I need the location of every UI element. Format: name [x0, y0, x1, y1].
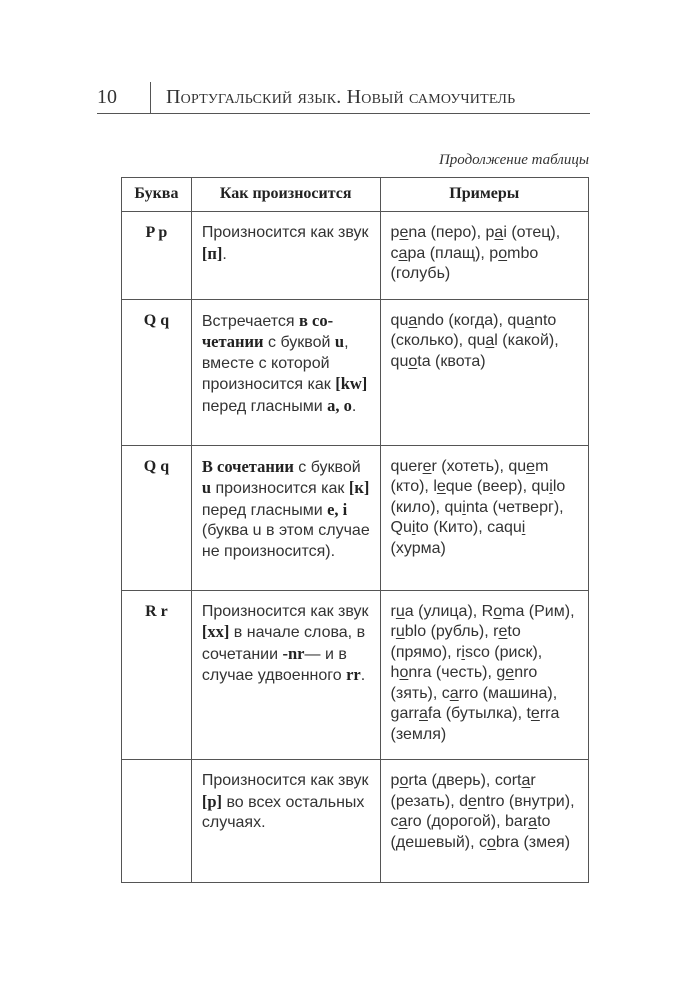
text-run: r (хотеть), qu: [431, 457, 527, 475]
text-run: nro (зять), c: [390, 664, 538, 702]
text-run: quer: [390, 457, 423, 475]
text-run: с буквой: [293, 458, 361, 476]
stressed-vowel: o: [408, 352, 418, 370]
bold-term: a, o: [327, 395, 352, 415]
column-header-pronunciation: Как произносится: [191, 178, 380, 212]
text-run: Произносится как звук: [201, 224, 369, 241]
stressed-vowel: i: [549, 478, 553, 495]
stressed-vowel: a: [449, 684, 459, 702]
stressed-vowel: a: [521, 772, 531, 789]
stressed-vowel: a: [398, 813, 408, 830]
text-run: rra (земля): [390, 705, 560, 743]
stressed-vowel: i: [521, 519, 526, 536]
letter-cell: P p: [122, 212, 192, 300]
text-run: l (какой), qu: [390, 332, 559, 370]
header-separator: [150, 82, 151, 113]
stressed-vowel: e: [526, 457, 536, 475]
stressed-vowel: a: [419, 705, 428, 722]
table-header-row: [122, 178, 589, 212]
text-run: ta (квота): [417, 352, 486, 370]
text-run: .: [222, 245, 227, 263]
bold-term: rr: [346, 665, 361, 684]
stressed-vowel: o: [399, 664, 409, 681]
text-run: .: [360, 667, 366, 684]
stressed-vowel: a: [485, 332, 495, 349]
bold-term: [kw]: [335, 374, 368, 393]
text-run: bra (змея): [495, 833, 571, 851]
running-head: [97, 82, 590, 114]
text-run: Произносится как звук: [201, 772, 369, 789]
text-run: ntro (внутри), c: [390, 792, 575, 830]
stressed-vowel: i: [411, 519, 416, 536]
text-run: rta (дверь), cort: [408, 772, 522, 789]
bold-term: в сочетании: [201, 310, 334, 351]
examples-cell: [380, 212, 588, 300]
text-run: i (отец), c: [390, 224, 561, 262]
stressed-vowel: a: [528, 813, 538, 830]
text-run: ndo (когда), qu: [417, 311, 526, 329]
table-row: [122, 445, 589, 590]
stressed-vowel: a: [408, 311, 418, 329]
page-number: 10: [97, 86, 117, 108]
stressed-vowel: i: [462, 498, 466, 516]
stressed-vowel: u: [395, 602, 405, 620]
column-header-letter: Буква: [122, 178, 192, 212]
text-run: que (веер), qu: [445, 478, 550, 495]
text-run: fa (бутылка), t: [427, 705, 531, 722]
text-run: to (Кито), caqu: [415, 519, 522, 536]
stressed-vowel: e: [436, 478, 446, 495]
text-run: перед гласными: [201, 397, 328, 415]
text-run: to (прямо), r: [390, 623, 521, 661]
text-run: с буквой: [263, 334, 335, 351]
table-row: [122, 212, 589, 300]
bold-term: В сочетании: [201, 456, 294, 476]
text-run: p: [390, 772, 400, 789]
bold-term: -nr: [282, 643, 305, 663]
text-run: m (кто), l: [390, 457, 549, 495]
table-continuation-caption: Продолжение таблицы: [438, 152, 589, 168]
stressed-vowel: u: [395, 623, 405, 640]
stressed-vowel: o: [493, 602, 503, 620]
examples-cell: [380, 590, 588, 760]
text-run: lo (кило), qu: [390, 478, 566, 516]
text-run: qu: [390, 311, 409, 329]
stressed-vowel: e: [498, 623, 508, 640]
pronunciation-cell: [191, 445, 380, 590]
text-run: Произносится как звук: [201, 602, 369, 620]
text-run: r: [390, 602, 396, 620]
bold-term: [к]: [348, 478, 370, 497]
text-run: (хурма): [390, 539, 446, 557]
letter-cell: [122, 760, 192, 883]
letter-cell: R r: [122, 590, 192, 760]
bold-term: [р]: [201, 791, 223, 811]
stressed-vowel: e: [505, 664, 515, 681]
pronunciation-cell: [191, 760, 380, 883]
column-header-examples: Примеры: [380, 178, 588, 212]
stressed-vowel: e: [530, 705, 540, 722]
stressed-vowel: o: [399, 772, 409, 789]
text-run: pa (плащ), p: [407, 244, 499, 262]
text-run: a (улица), R: [404, 602, 494, 620]
pronunciation-cell: [191, 299, 380, 445]
text-run: mbo (голубь): [390, 244, 539, 282]
pronunciation-cell: [191, 590, 380, 760]
book-title: Португальский язык. Новый самоучитель: [166, 86, 516, 108]
stressed-vowel: a: [398, 244, 408, 262]
text-run: blo (рубль), r: [404, 623, 499, 640]
table-row: [122, 760, 589, 883]
text-run: nra (честь), g: [408, 664, 506, 681]
text-run: , вместе с которой произносится как: [201, 334, 349, 393]
table-row: [122, 590, 589, 760]
text-run: произносится как: [211, 480, 349, 497]
text-run: rro (машина), garr: [390, 684, 558, 722]
text-run: to (дешевый), c: [390, 813, 551, 851]
bold-term: u: [201, 478, 212, 497]
text-run: p: [390, 224, 400, 241]
stressed-vowel: e: [422, 457, 432, 475]
text-run: r (резать), d: [390, 772, 536, 810]
stressed-vowel: e: [467, 792, 477, 810]
text-run: Встречается: [201, 312, 299, 330]
text-run: sco (риск), h: [390, 643, 543, 681]
stressed-vowel: i: [461, 643, 465, 661]
text-run: .: [351, 397, 357, 415]
stressed-vowel: o: [487, 833, 496, 851]
text-run: перед гласными: [201, 501, 328, 519]
table-row: [122, 299, 589, 445]
bold-term: e, i: [327, 499, 348, 519]
text-run: nta (четверг), Qu: [390, 498, 564, 536]
stressed-vowel: e: [399, 224, 409, 241]
bold-term: u: [334, 332, 345, 351]
text-run: ro (дорогой), bar: [407, 813, 529, 830]
text-run: (буква u в этом случае не произносится).: [201, 522, 370, 560]
bold-term: [п]: [201, 243, 223, 263]
text-run: в начале слова, в сочетании: [201, 624, 366, 663]
stressed-vowel: a: [525, 311, 535, 329]
examples-cell: [380, 445, 588, 590]
examples-cell: [380, 299, 588, 445]
text-run: во всех остальных случаях.: [201, 793, 365, 831]
letter-cell: Q q: [122, 299, 192, 445]
examples-cell: [380, 760, 588, 883]
pronunciation-table: [121, 177, 589, 883]
stressed-vowel: o: [498, 244, 508, 262]
text-run: — и в случае удвоенного: [201, 645, 347, 684]
text-run: ma (Рим), r: [390, 602, 575, 640]
text-run: na (перо), p: [408, 224, 495, 241]
text-run: nto (сколько), qu: [390, 311, 557, 349]
bold-term: [хх]: [201, 622, 230, 641]
letter-cell: Q q: [122, 445, 192, 590]
pronunciation-cell: [191, 212, 380, 300]
stressed-vowel: a: [494, 224, 504, 241]
